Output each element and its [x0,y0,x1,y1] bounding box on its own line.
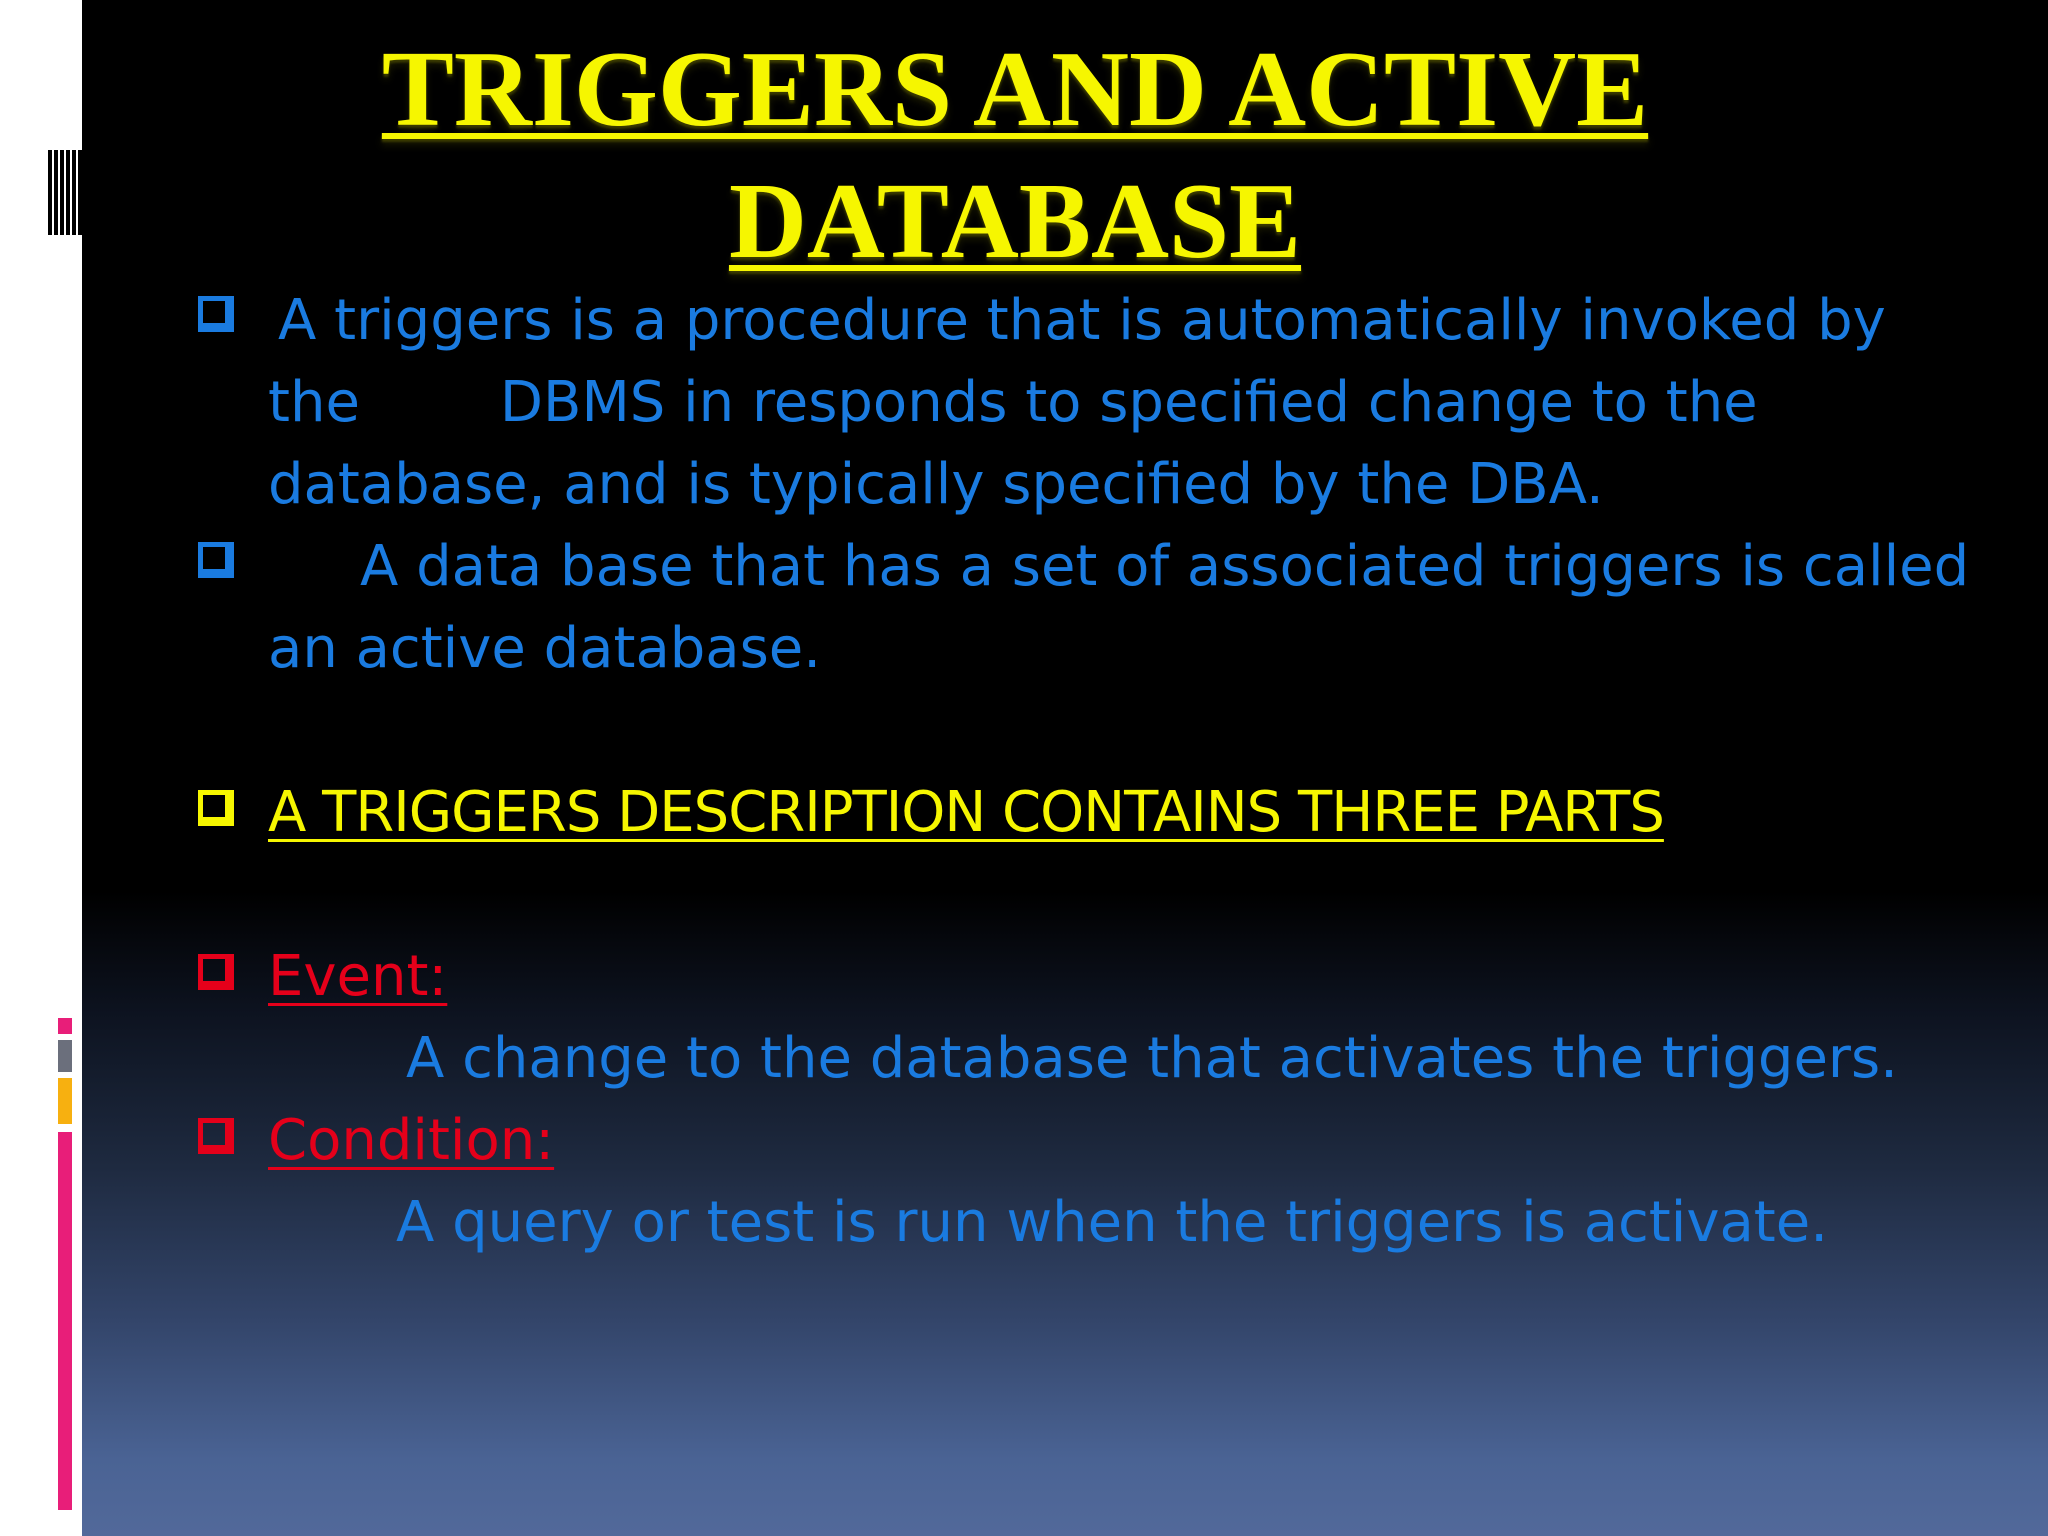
decor-bar [48,150,52,235]
left-decorative-strip [0,0,82,1536]
checkbox-bullet-icon [198,954,234,990]
title-line-1: TRIGGERS AND ACTIVE [381,30,1649,149]
event-label: Event: [268,944,448,1009]
point-2-line-2: an active database. [268,616,822,681]
point-1-line-2: the DBMS in responds to specified change to the [268,370,1758,435]
slide-content [82,0,2048,1536]
condition-description: A query or test is run when the triggers is activate. [396,1190,1828,1255]
decor-orange-block [58,1078,72,1124]
checkbox-bullet-icon [198,1118,234,1154]
decor-bar [60,150,64,235]
checkbox-bullet-icon [198,542,234,578]
checkbox-bullet-icon [198,790,234,826]
slide-title [82,24,1948,288]
decor-pink-block [58,1018,72,1034]
decor-bar [72,150,76,235]
title-line-2: DATABASE [728,162,1302,281]
checkbox-bullet-icon [198,296,234,332]
decor-gray-block [58,1040,72,1072]
point-2-line-1: A data base that has a set of associated triggers is called [360,534,1970,599]
point-1-line-3: database, and is typically specified by the DBA. [268,452,1604,517]
condition-label: Condition: [268,1108,555,1173]
decor-bar [54,150,58,235]
event-description: A change to the database that activates the triggers. [406,1026,1898,1091]
parts-heading: A TRIGGERS DESCRIPTION CONTAINS THREE PARTS [268,780,1664,845]
decor-bar [66,150,70,235]
point-1-line-1: A triggers is a procedure that is automatically invoked by [278,288,1886,353]
decor-pink-bar [58,1132,72,1510]
